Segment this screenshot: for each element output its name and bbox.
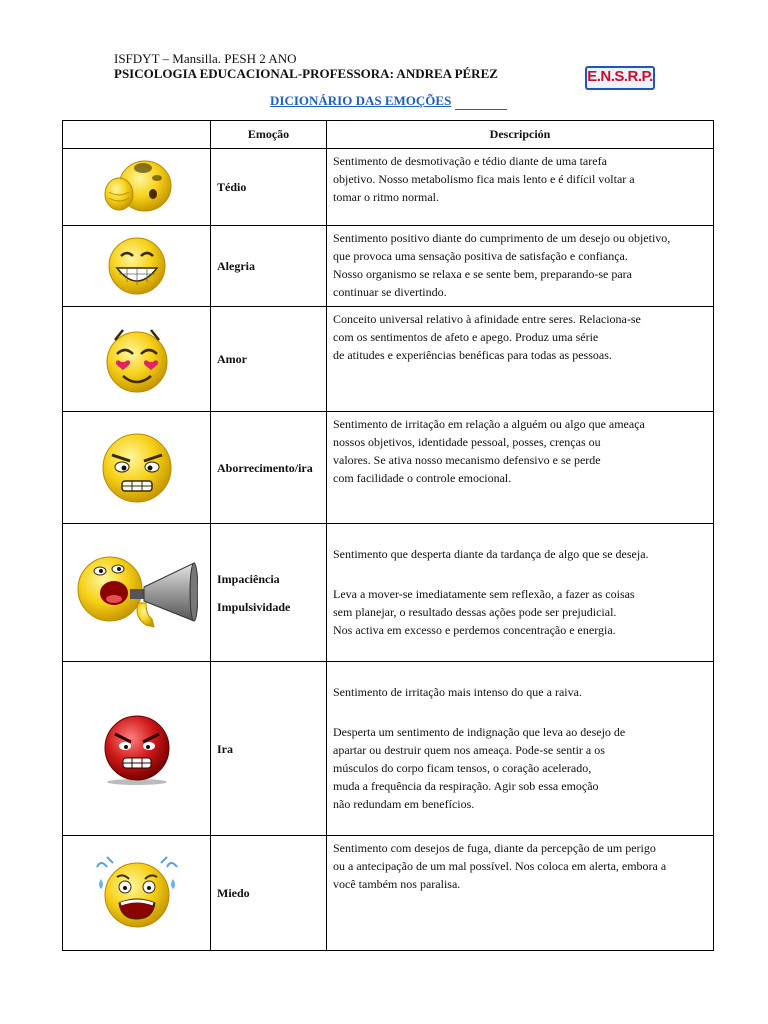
- heart-eyes-face-icon: [99, 324, 175, 394]
- emotion-name-primary: Impaciência: [217, 571, 280, 586]
- description-paragraph: Sentimento de irritação mais intenso do que a raiva.: [333, 685, 582, 699]
- scared-face-icon: [87, 853, 187, 933]
- megaphone-shouting-face-icon: [76, 553, 198, 633]
- grinning-face-icon: [105, 236, 169, 296]
- emotion-name: Miedo: [211, 836, 327, 951]
- header-image-cell: [63, 121, 211, 149]
- header-course-line: ISFDYT – Mansilla. PESH 2 ANO: [114, 51, 297, 66]
- emotion-description: Sentimento positivo diante do cumprimento de um desejo ou objetivo, que provoca uma sensação positiva de satisfação e confiança. Nosso organismo se relaxa e se sente bem, preparando-se para continuar se divertindo.: [327, 226, 714, 307]
- title-underline: [455, 109, 507, 110]
- emotion-name: Tédio: [211, 149, 327, 226]
- table-row: [63, 524, 714, 662]
- emotion-description: Sentimento de irritação em relação a alguém ou algo que ameaça nossos objetivos, identidade pessoal, posses, crenças ou valores. Se ativa nosso mecanismo defensivo e se perde com facilidade o controle emocional.: [327, 412, 714, 524]
- image-cell: [63, 412, 211, 524]
- header-description: Descripción: [327, 121, 714, 149]
- table-row: [63, 149, 714, 226]
- angry-red-face-icon: [101, 712, 173, 786]
- table-row: [63, 662, 714, 836]
- annoyed-face-icon: [98, 431, 176, 505]
- emotions-table: [62, 120, 714, 951]
- emotion-description: Sentimento com desejos de fuga, diante da percepção de um perigo ou a antecipação de um mal possível. Nos coloca em alerta, embora a você também nos paralisa.: [327, 836, 714, 951]
- school-logo: [585, 66, 655, 90]
- table-row: [63, 412, 714, 524]
- table-row: [63, 836, 714, 951]
- emotion-name-secondary: Impulsividade: [217, 599, 291, 614]
- header-subject-line: PSICOLOGIA EDUCACIONAL-PROFESSORA: ANDREA PÉREZ: [114, 66, 498, 81]
- image-cell: [63, 662, 211, 836]
- emotion-description: [327, 662, 714, 836]
- image-cell: [63, 307, 211, 412]
- table-row: [63, 226, 714, 307]
- yawning-bored-face-icon: [97, 154, 177, 220]
- image-cell: [63, 149, 211, 226]
- description-paragraph: Sentimento que desperta diante da tardança de algo que se deseja.: [333, 547, 649, 561]
- emotion-description: Conceito universal relativo à afinidade entre seres. Relaciona-se com os sentimentos de afeto e apego. Produz uma série de atitudes e experiências benéficas para todas as pessoas.: [327, 307, 714, 412]
- image-cell: [63, 836, 211, 951]
- header-emotion: Emoção: [211, 121, 327, 149]
- emotion-description: Sentimento de desmotivação e tédio diante de uma tarefa objetivo. Nosso metabolismo fica mais lento e é difícil voltar a tomar o ritmo normal.: [327, 149, 714, 226]
- table-header-row: [63, 121, 714, 149]
- description-paragraph: Leva a mover-se imediatamente sem reflexão, a fazer as coisas sem planejar, o resultado dessas ações pode ser prejudicial. Nos activa em excesso e perdemos concentração e energia.: [333, 587, 635, 637]
- emotion-description: [327, 524, 714, 662]
- table-row: [63, 307, 714, 412]
- emotion-name: Aborrecimento/ira: [211, 412, 327, 524]
- emotion-name: Ira: [211, 662, 327, 836]
- emotion-name: Amor: [211, 307, 327, 412]
- description-paragraph: Desperta um sentimento de indignação que leva ao desejo de apartar ou destruir quem nos ameaça. Pode-se sentir a os músculos do corpo ficam tensos, o coração acelerado, muda a frequência da respiração. Agir sob essa emoção não redundam em benefícios.: [333, 725, 626, 811]
- document-title: DICIONÁRIO DAS EMOÇÕES: [270, 93, 452, 108]
- emotion-name: [211, 524, 327, 662]
- logo-text: E.N.S.R.P.: [587, 68, 653, 85]
- emotion-name: Alegria: [211, 226, 327, 307]
- image-cell: [63, 524, 211, 662]
- image-cell: [63, 226, 211, 307]
